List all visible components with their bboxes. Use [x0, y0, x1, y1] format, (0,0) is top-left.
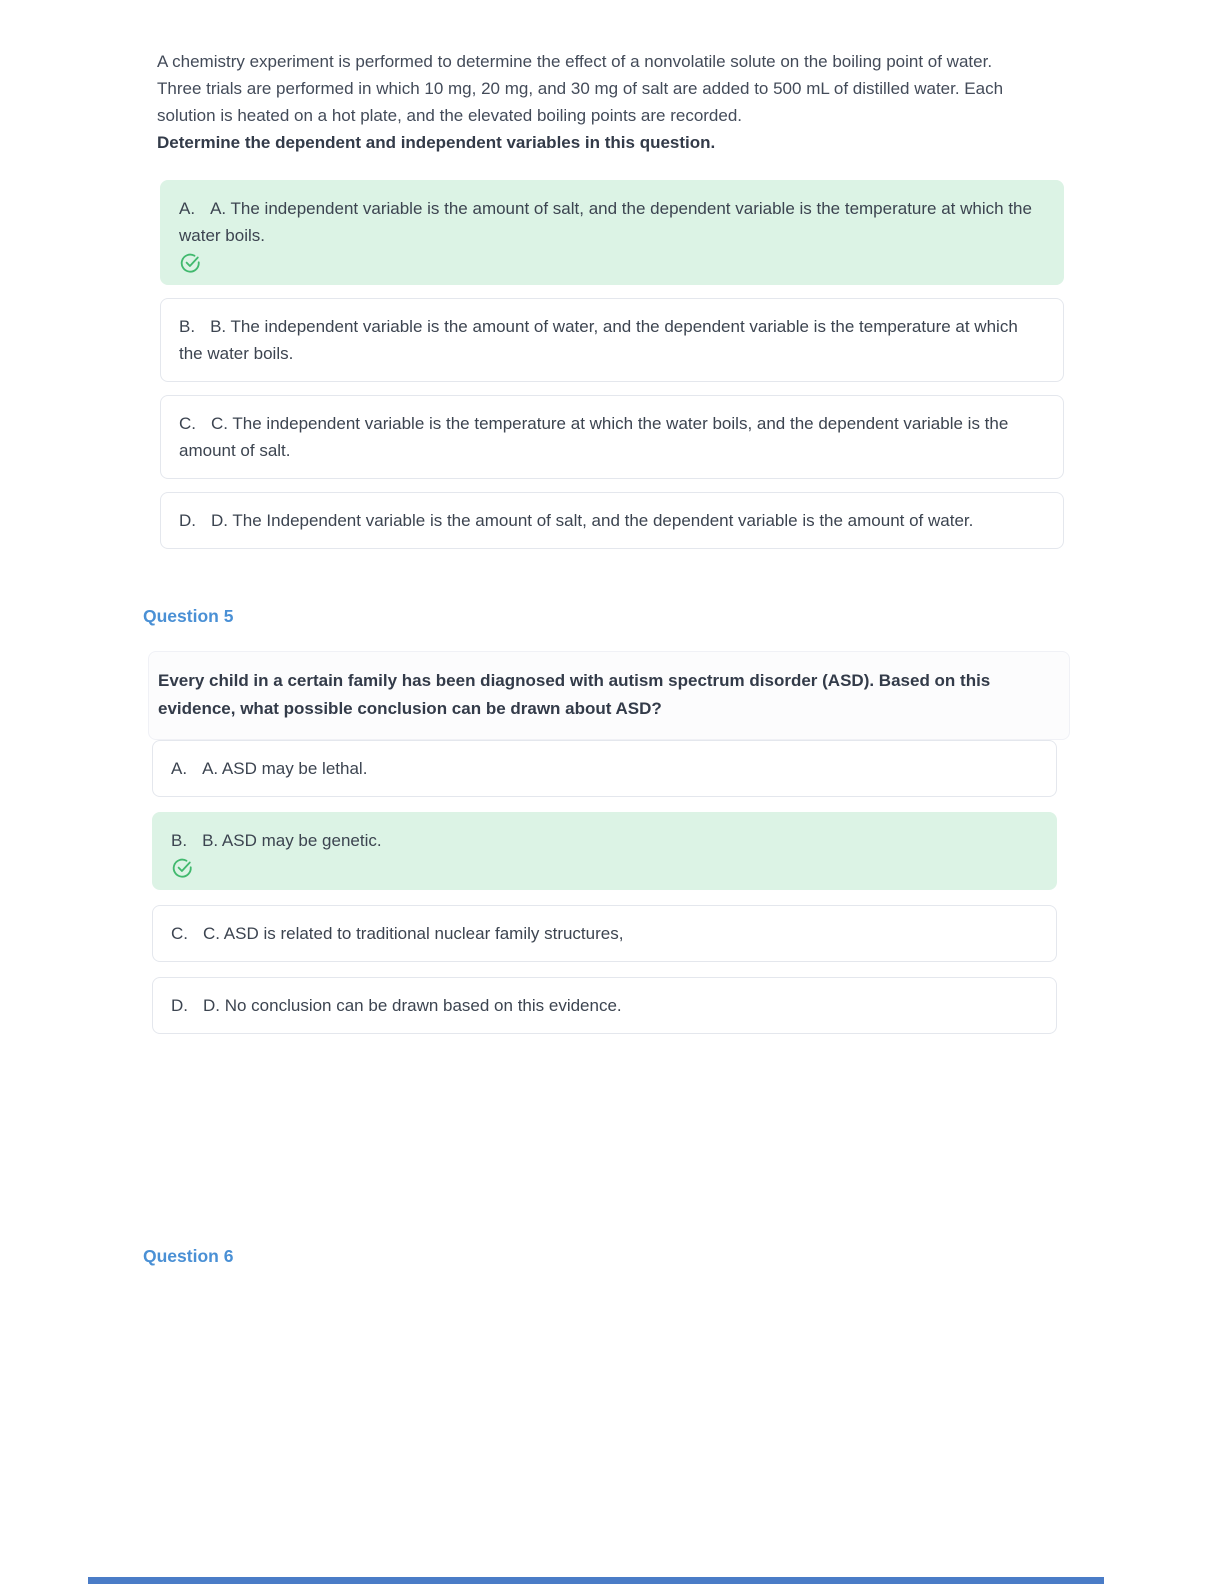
option-text: [171, 992, 1038, 1019]
question4-options: [160, 180, 1064, 549]
question5-options: [152, 740, 1057, 1034]
option-letter: B.: [179, 317, 196, 336]
option-letter: D.: [171, 996, 188, 1015]
question5-statement-card: [148, 651, 1070, 740]
option-text: [179, 410, 1045, 464]
option-body: B. The independent variable is the amount of water, and the dependent variable is the temperature at which the water boils.: [179, 317, 1018, 363]
option-text: [171, 755, 1038, 782]
question4-option-b[interactable]: [160, 298, 1064, 382]
option-letter: D.: [179, 511, 196, 530]
option-text: [179, 313, 1045, 367]
option-body: C. The independent variable is the temperature at which the water boils, and the dependent variable is the amount of salt.: [179, 414, 1009, 460]
question5-option-a[interactable]: [152, 740, 1057, 797]
option-body: A. The independent variable is the amount of salt, and the dependent variable is the temperature at which the water boils.: [179, 199, 1032, 245]
question4-option-a[interactable]: [160, 180, 1064, 285]
option-text: [171, 920, 1038, 947]
option-body: D. The Independent variable is the amount of salt, and the dependent variable is the amount of water.: [211, 511, 974, 530]
option-text: [171, 827, 1038, 854]
option-body: D. No conclusion can be drawn based on this evidence.: [203, 996, 622, 1015]
option-letter: A.: [179, 199, 196, 218]
check-circle-icon: [171, 857, 193, 879]
option-body: C. ASD is related to traditional nuclear family structures,: [203, 924, 624, 943]
option-letter: B.: [171, 831, 188, 850]
option-letter: C.: [171, 924, 188, 943]
option-letter: A.: [171, 759, 188, 778]
question4-option-d[interactable]: [160, 492, 1064, 549]
question4-option-c[interactable]: [160, 395, 1064, 479]
question5-option-d[interactable]: [152, 977, 1057, 1034]
question4-statement: [157, 48, 1037, 156]
option-body: A. ASD may be lethal.: [202, 759, 368, 778]
question5-option-b[interactable]: [152, 812, 1057, 890]
question6-heading: Question 6: [143, 1246, 234, 1266]
page-break-bar: [88, 1577, 1104, 1584]
question5-statement-text: Every child in a certain family has been diagnosed with autism spectrum disorder (ASD). Based on this evidence, what possible conclusion can be drawn about ASD?: [158, 671, 991, 718]
question4-prompt: Determine the dependent and independent variables in this question.: [157, 133, 716, 152]
question4-statement-text: A chemistry experiment is performed to determine the effect of a nonvolatile solute on the boiling point of water. Three trials are performed in which 10 mg, 20 mg, and 30 mg of salt are added to 500 mL of distilled water. Each solution is heated on a hot plate, and the elevated boiling points are recorded.: [157, 52, 1004, 125]
option-text: [179, 195, 1045, 249]
check-circle-icon: [179, 252, 201, 274]
question5-option-c[interactable]: [152, 905, 1057, 962]
option-letter: C.: [179, 414, 196, 433]
option-body: B. ASD may be genetic.: [202, 831, 382, 850]
question5-heading: Question 5: [143, 606, 234, 626]
option-text: [179, 507, 1045, 534]
